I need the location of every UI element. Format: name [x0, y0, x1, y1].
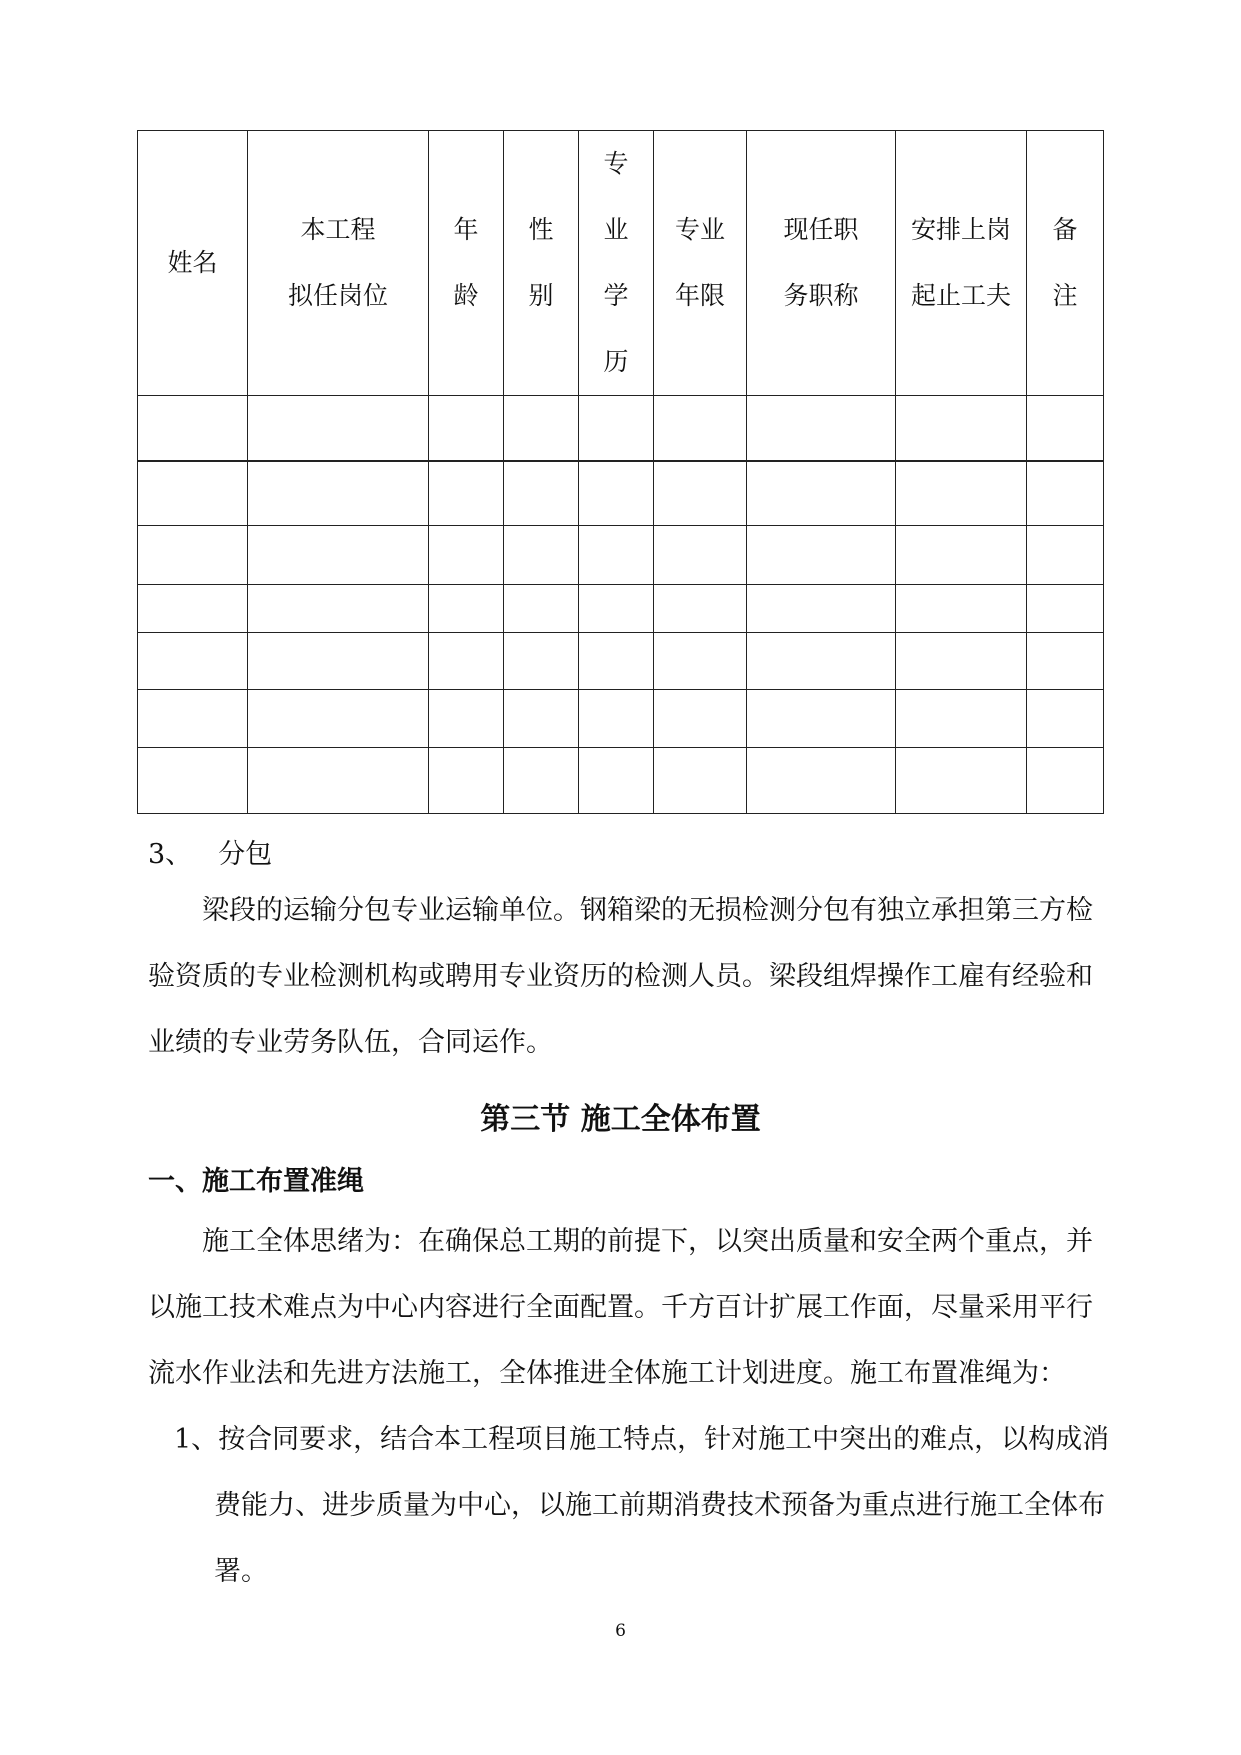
subsection-paragraph [148, 1209, 1098, 1407]
table-cell [504, 633, 579, 690]
table-row [138, 690, 1104, 748]
table-cell [504, 396, 579, 462]
paragraph-line: 验资质的专业检测机构或聘用专业资历的检测人员。梁段组焊操作工雇有经验和 [148, 961, 1093, 992]
list-item-line: 署。 [214, 1556, 268, 1587]
table-cell [1027, 748, 1104, 814]
table-cell [896, 396, 1027, 462]
table-cell [579, 585, 654, 633]
staff-table [137, 130, 1104, 814]
table-cell [1027, 633, 1104, 690]
subcontract-title: 分包 [218, 839, 273, 870]
table-cell [1027, 585, 1104, 633]
table-cell [654, 585, 747, 633]
list-item [174, 1407, 1110, 1605]
table-row [138, 526, 1104, 585]
table-cell [429, 461, 504, 526]
table-cell [504, 690, 579, 748]
table-cell [896, 690, 1027, 748]
table-cell [896, 748, 1027, 814]
table-cell [138, 526, 248, 585]
table-cell [429, 585, 504, 633]
table-cell [747, 748, 896, 814]
paragraph-line: 梁段的运输分包专业运输单位。钢箱梁的无损检测分包有独立承担第三方检 [202, 895, 1093, 926]
table-cell [896, 526, 1027, 585]
table-row [138, 585, 1104, 633]
table-header-row [138, 131, 1104, 396]
table-row [138, 633, 1104, 690]
table-cell [579, 396, 654, 462]
table-cell [429, 396, 504, 462]
paragraph-line: 流水作业法和先进方法施工，全体推进全体施工计划进度。施工布置准绳为： [148, 1358, 1066, 1389]
table-cell [1027, 461, 1104, 526]
table-cell [138, 633, 248, 690]
subsection-title: 一、施工布置准绳 [148, 1166, 364, 1197]
table-cell [579, 748, 654, 814]
table-cell [747, 396, 896, 462]
table-cell [747, 633, 896, 690]
table-cell [654, 461, 747, 526]
table-cell [579, 690, 654, 748]
table-cell [429, 690, 504, 748]
table-row [138, 461, 1104, 526]
table-cell [747, 461, 896, 526]
table-row [138, 396, 1104, 462]
table-cell [248, 585, 429, 633]
table-cell [138, 396, 248, 462]
table-cell [504, 526, 579, 585]
header-cell-gender: 性 别 [504, 131, 579, 396]
table-cell [429, 526, 504, 585]
header-cell-schedule: 安排上岗 起止工夫 [896, 131, 1027, 396]
table-cell [654, 633, 747, 690]
table-cell [654, 396, 747, 462]
table-cell [504, 748, 579, 814]
subcontract-paragraph [148, 878, 1098, 1076]
subcontract-number: 3、 [148, 839, 193, 870]
table-cell [138, 748, 248, 814]
table-cell [1027, 396, 1104, 462]
list-item-line: 费能力、进步质量为中心，以施工前期消费技术预备为重点进行施工全体布 [214, 1490, 1105, 1521]
paragraph-line: 以施工技术难点为中心内容进行全面配置。千方百计扩展工作面，尽量采用平行 [148, 1292, 1093, 1323]
table-cell [504, 585, 579, 633]
table-cell [654, 748, 747, 814]
table-cell [579, 633, 654, 690]
paragraph-line: 施工全体思绪为：在确保总工期的前提下，以突出质量和安全两个重点，并 [202, 1226, 1093, 1257]
header-cell-position: 本工程 拟任岗位 [248, 131, 429, 396]
table-cell [138, 461, 248, 526]
table-cell [747, 690, 896, 748]
table-cell [1027, 526, 1104, 585]
header-cell-remarks: 备 注 [1027, 131, 1104, 396]
table-cell [504, 461, 579, 526]
table-row [138, 748, 1104, 814]
table-cell [654, 526, 747, 585]
page-number: 6 [615, 1621, 626, 1641]
table-cell [248, 690, 429, 748]
table-cell [429, 748, 504, 814]
table-cell [579, 526, 654, 585]
table-cell [248, 748, 429, 814]
table-cell [896, 585, 1027, 633]
header-cell-education: 专 业 学 历 [579, 131, 654, 396]
table-cell [1027, 690, 1104, 748]
header-cell-years: 专业 年限 [654, 131, 747, 396]
list-item-number: 1、 [174, 1424, 219, 1455]
subcontract-heading [148, 832, 272, 871]
table-cell [138, 690, 248, 748]
table-cell [896, 461, 1027, 526]
header-cell-title: 现任职 务职称 [747, 131, 896, 396]
table-cell [138, 585, 248, 633]
table-cell [248, 396, 429, 462]
table-cell [896, 633, 1027, 690]
paragraph-line: 业绩的专业劳务队伍，合同运作。 [148, 1027, 553, 1058]
table-cell [248, 633, 429, 690]
section-title: 第三节 施工全体布置 [480, 1102, 761, 1137]
table-cell [654, 690, 747, 748]
table-cell [747, 585, 896, 633]
header-cell-age: 年 龄 [429, 131, 504, 396]
table-cell [747, 526, 896, 585]
table-cell [248, 526, 429, 585]
table-cell [248, 461, 429, 526]
table-cell [429, 633, 504, 690]
list-item-first-line: 1、按合同要求，结合本工程项目施工特点，针对施工中突出的难点，以构成消 [174, 1424, 1110, 1455]
table-cell [579, 461, 654, 526]
header-cell-name: 姓名 [138, 131, 248, 396]
